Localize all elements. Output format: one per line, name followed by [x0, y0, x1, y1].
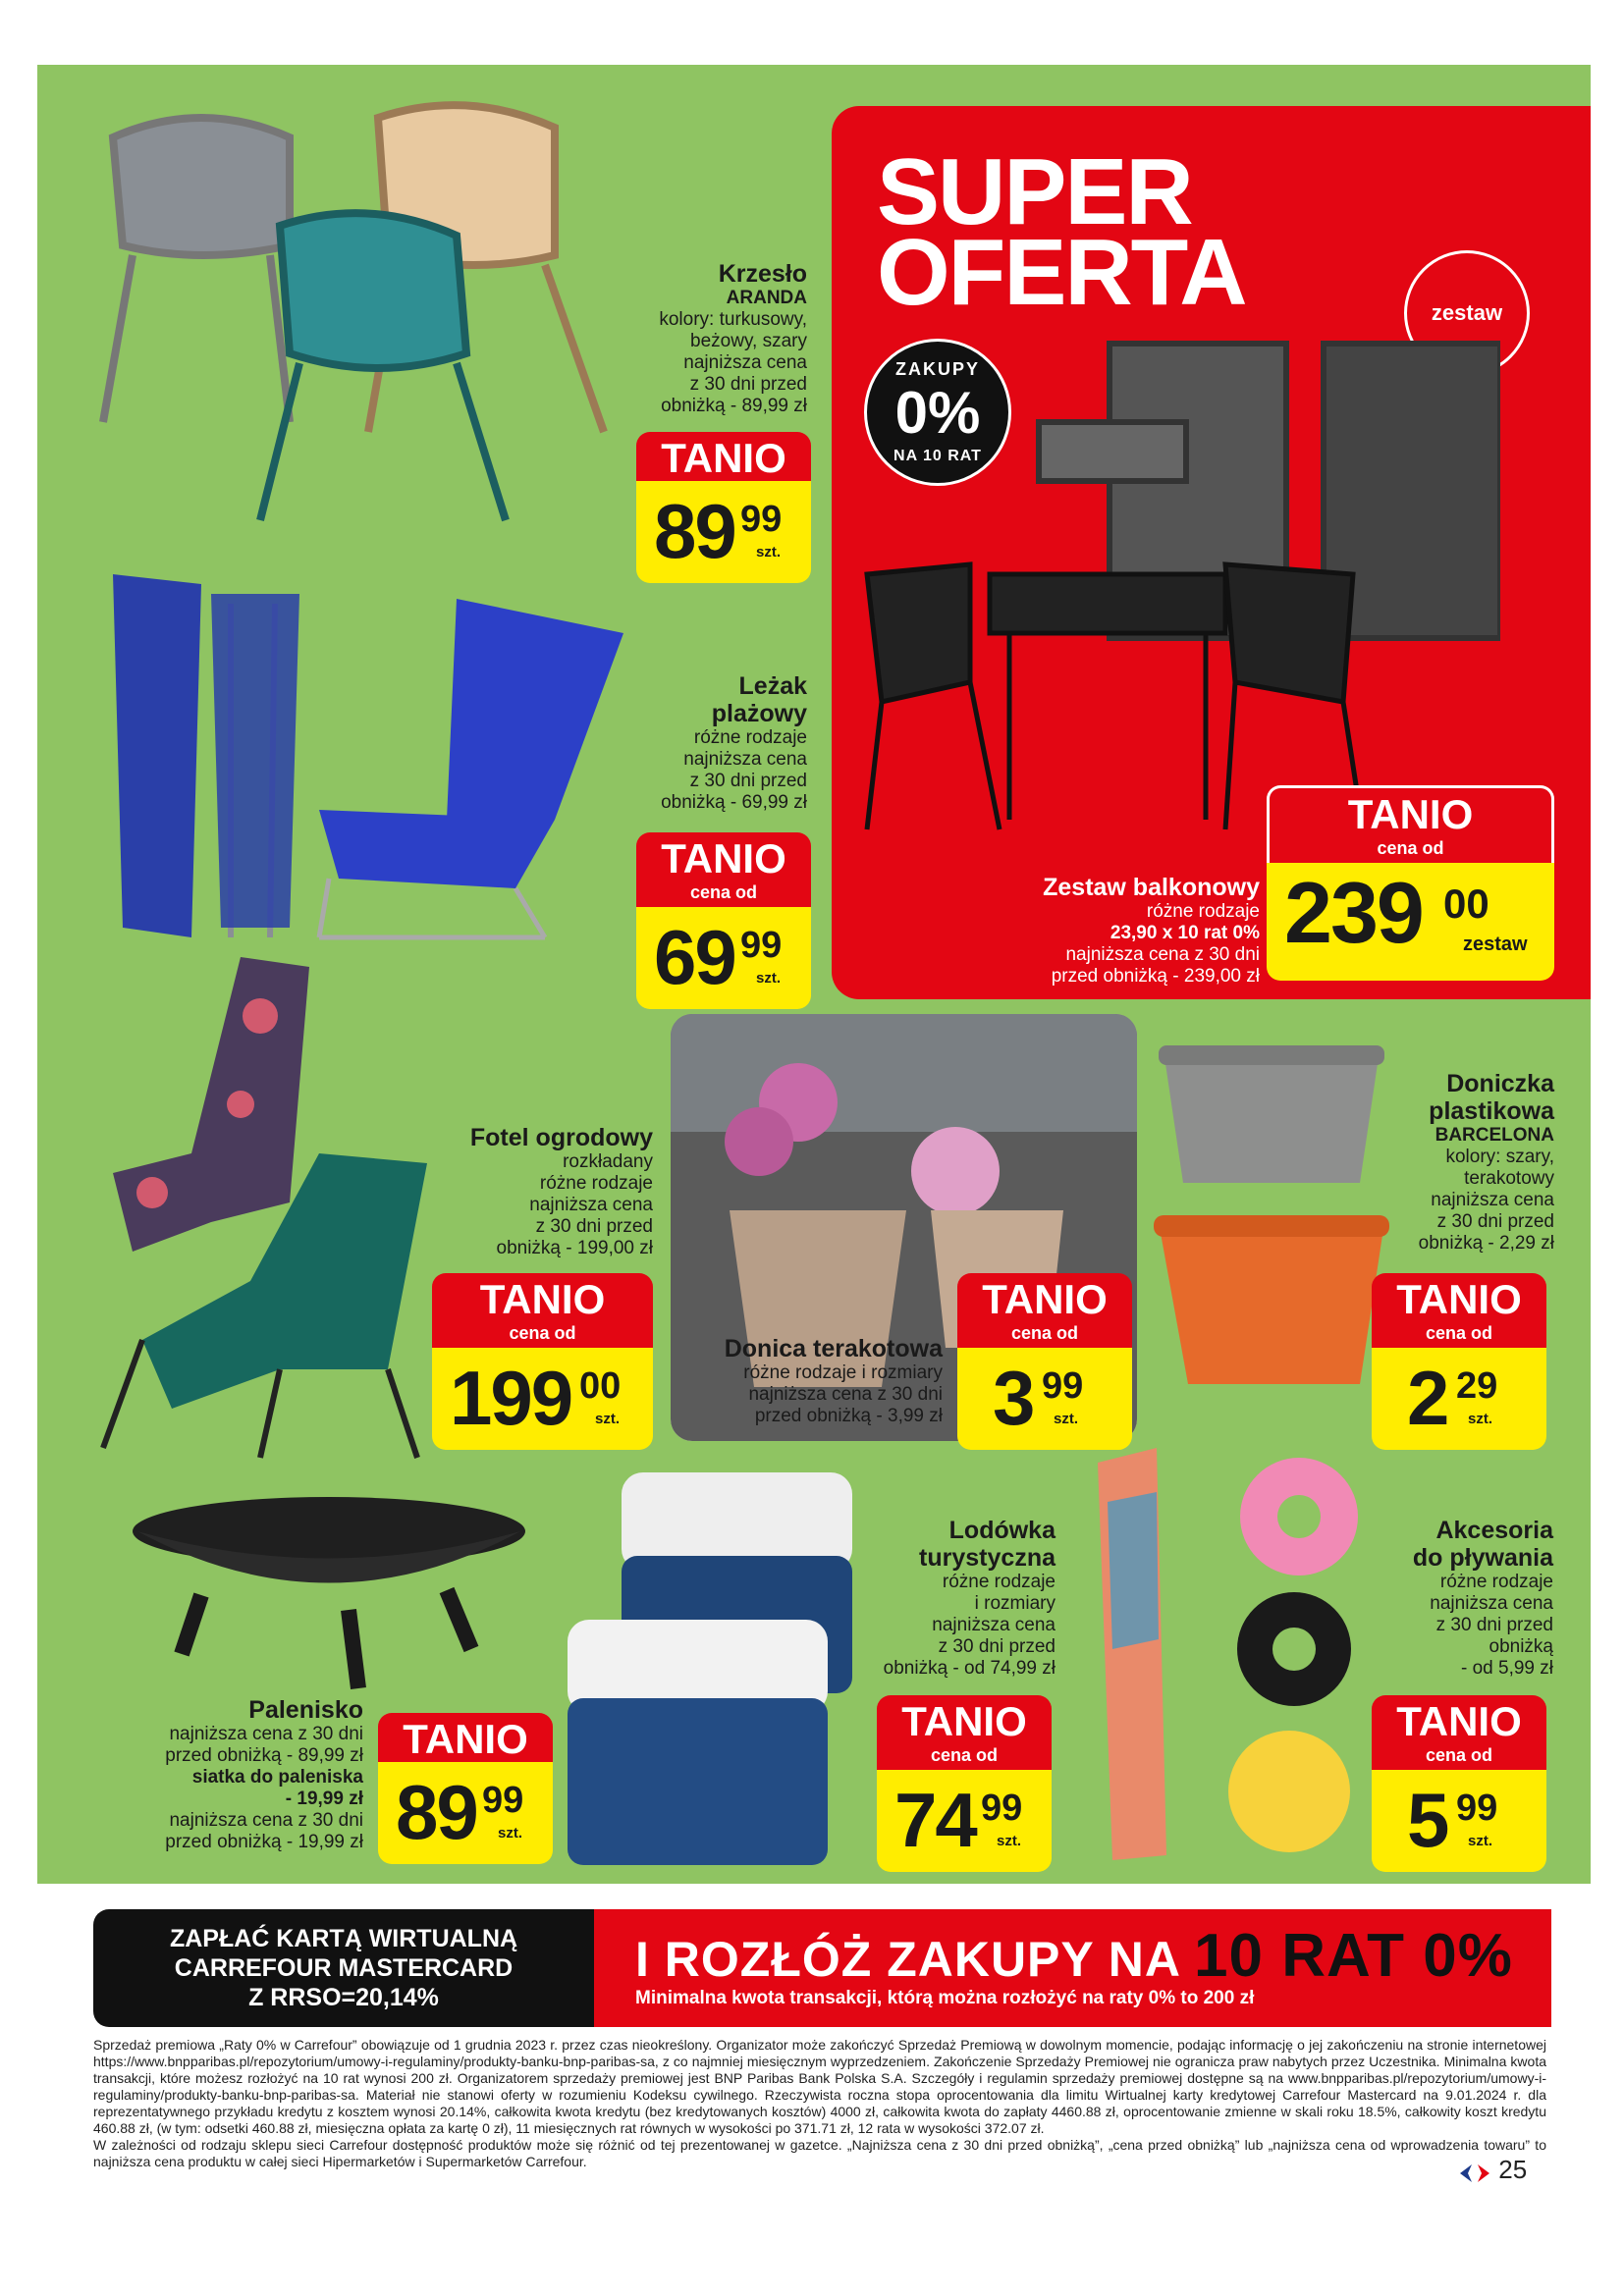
chair-line: z 30 dni przed: [689, 374, 807, 395]
chair-description: [550, 260, 807, 417]
garden-chair-line: różne rodzaje: [539, 1173, 653, 1194]
cooler-description: [844, 1517, 1056, 1680]
banner-left-line: Z RRSO=20,14%: [248, 1984, 439, 2011]
installment-banner: [93, 1909, 1551, 2027]
price-integer: 89: [396, 1769, 477, 1855]
price-unit: szt.: [1468, 1411, 1493, 1427]
fire-pit-line: najniższa cena z 30 dni: [169, 1810, 363, 1831]
swim-name: Akcesoria: [1435, 1517, 1553, 1544]
price-integer: 69: [654, 914, 735, 1000]
balcony-set-line: różne rodzaje: [1146, 901, 1260, 922]
fire-pit-line: przed obniżką - 19,99 zł: [165, 1832, 363, 1852]
tag-sub: cena od: [1425, 1745, 1493, 1765]
fire-pit-name: Palenisko: [248, 1696, 363, 1724]
cooler-price-tag: [877, 1695, 1052, 1872]
fire-pit-line: przed obniżką - 89,99 zł: [165, 1745, 363, 1766]
garden-chair-name: Fotel ogrodowy: [469, 1124, 653, 1151]
swim-name: do pływania: [1412, 1544, 1553, 1572]
chair-line: beżowy, szary: [690, 331, 807, 351]
price-decimal: 00: [1443, 881, 1489, 927]
plastic-pot-name: plastikowa: [1429, 1097, 1554, 1125]
price-unit: zestaw: [1463, 934, 1528, 955]
tag-label: TANIO: [982, 1276, 1108, 1322]
carrefour-logo-icon: [1458, 2161, 1491, 2182]
installments-headline: [635, 1921, 1513, 1991]
page-footer: [1458, 2155, 1527, 2185]
banner-subtext: Minimalna kwota transakcji, którą można rozłożyć na raty 0% to 200 zł: [635, 1988, 1255, 2008]
plastic-pot-price-tag: [1372, 1273, 1546, 1450]
legal-paragraph: Sprzedaż premiowa „Raty 0% w Carrefour” obowiązuje od 1 grudnia 2023 r. przez czas nieokreślony. Organizator może zakończyć Sprzedaż Premiową w dowolnym momencie, podając informację o jej zakończeniu na stronie internetowej https://www.bnpparibas.pl/repozytorium/umowy-i-regulaminy/produkty-banku-bnp-paribas-sa, z co najmniej miesięcznym wyprzedzeniem. Zakończenie Sprzedaży Premiowej nie ogranicza praw nabytych przez Uczestnika. Minimalna kwota transakcji, które możesz rozłożyć na 10 rat wynosi 200 zł. Organizatorem sprzedaży premiowej jest BNP Paribas Bank Polska S.A. Szczegóły i regulamin sprzedaży premiowej dostępne są na www.bnpparibas.pl/repozytorium/umowy-i-regulaminy/produkty-banku-bnp-paribas-sa. Materiał nie stanowi oferty w rozumieniu Kodeksu cywilnego. Rzeczywista roczna stopa oprocentowania dla limitu Wirtualnej karty kredytowej Carrefour Mastercard na 9.01.2024 r. dla reprezentatywnego przykładu kredytu z kosztem wynosi 20.14%, całkowita kwota kredytu (bez kredytowanych kosztów) 4000 zł, całkowita kwota do zapłaty 4460.88 zł, oprocentowanie zmienne w skali roku 18.5%, całkowity koszt kredytu 460.88 zł, (w tym: odsetki 460.88 zł, miesięczna opłata za kartę 0 zł), 11 miesięcznych rat równych w wysokości po 371.71 zł, 12 rata w wysokości 372.07 zł.: [93, 2037, 1546, 2136]
balcony-set-line: najniższa cena z 30 dni: [1065, 944, 1260, 965]
plastic-pot-line: kolory: szary,: [1445, 1147, 1554, 1167]
lounger-line: obniżką - 69,99 zł: [661, 792, 807, 813]
price-unit: szt.: [595, 1411, 621, 1427]
terracotta-pot-line: różne rodzaje i rozmiary: [743, 1362, 943, 1383]
cooler-image: [568, 1472, 882, 1870]
lounger-line: różne rodzaje: [693, 727, 807, 748]
cooler-line: najniższa cena: [932, 1615, 1056, 1635]
plastic-pot-line: terakotowy: [1464, 1168, 1554, 1189]
price-decimal: 99: [1042, 1365, 1084, 1407]
cooler-line: i rozmiary: [974, 1593, 1056, 1614]
price-integer: 74: [894, 1777, 976, 1863]
cooler-line: różne rodzaje: [942, 1572, 1056, 1592]
virtual-card-promo: [93, 1909, 594, 2027]
garden-chair-line: rozkładany: [563, 1151, 653, 1172]
swim-accessories-image: [1088, 1443, 1382, 1875]
badge-top: ZAKUPY: [894, 359, 980, 379]
balcony-set-description: [947, 874, 1260, 988]
price-decimal: 00: [579, 1365, 622, 1407]
balcony-set-line: 23,90 x 10 rat 0%: [1110, 923, 1260, 943]
lounger-name: Leżak: [738, 672, 807, 700]
price-unit: szt.: [1468, 1833, 1493, 1849]
price-integer: 2: [1407, 1355, 1448, 1441]
legal-paragraph: W zależności od rodzaju sklepu sieci Carrefour dostępność produktów może się różnić od tej prezentowanej w gazetce. „Najniższa cena z 30 dni przed obniżką”, „cena przed obniżką” lub „najniższa cena od wprowadzenia towaru” to najniższa cena produktu w całej sieci Hipermarketów i Supermarketów Carrefour.: [93, 2137, 1546, 2169]
cooler-name: turystyczna: [919, 1544, 1056, 1572]
tag-label: TANIO: [479, 1276, 606, 1322]
fire-pit-extra-price: - 19,99 zł: [285, 1789, 363, 1809]
price-decimal: 29: [1456, 1365, 1498, 1407]
terracotta-pot-price-tag: [957, 1273, 1132, 1450]
banner-main-text: I ROZŁÓŻ ZAKUPY NA: [635, 1932, 1180, 1987]
lounger-name: plażowy: [711, 700, 807, 727]
cooler-line: obniżką - od 74,99 zł: [883, 1658, 1056, 1679]
tag-sub: cena od: [930, 1745, 999, 1765]
lounger-image: [93, 564, 643, 957]
cooler-name: Lodówka: [948, 1517, 1056, 1544]
chair-model: ARANDA: [726, 288, 807, 308]
legal-notice: [93, 2037, 1546, 2170]
super-offer-title: [877, 139, 1246, 325]
plastic-pot-line: obniżką - 2,29 zł: [1418, 1233, 1554, 1254]
set-badge: zestaw: [1404, 250, 1530, 376]
banner-left-line: CARREFOUR MASTERCARD: [174, 1954, 514, 1982]
swim-accessories-description: [1350, 1517, 1553, 1680]
terracotta-pot-line: najniższa cena z 30 dni: [748, 1384, 943, 1405]
tag-sub: cena od: [1425, 1323, 1493, 1343]
fire-pit-image: [123, 1487, 535, 1693]
plastic-pot-line: najniższa cena: [1431, 1190, 1554, 1210]
lounger-line: z 30 dni przed: [689, 771, 807, 791]
tag-sub: cena od: [1010, 1323, 1079, 1343]
lounger-line: najniższa cena: [683, 749, 807, 770]
terracotta-pot-line: przed obniżką - 3,99 zł: [754, 1406, 943, 1426]
price-unit: szt.: [498, 1825, 523, 1842]
tag-label: TANIO: [901, 1698, 1027, 1744]
price-decimal: 99: [740, 925, 783, 966]
garden-chair-line: najniższa cena: [529, 1195, 653, 1215]
price-integer: 89: [654, 488, 735, 574]
swim-line: różne rodzaje: [1439, 1572, 1553, 1592]
chair-line: obniżką - 89,99 zł: [661, 396, 807, 416]
balcony-set-price-tag: [1267, 785, 1554, 981]
banner-left-line: ZAPŁAĆ KARTĄ WIRTUALNĄ: [169, 1925, 518, 1952]
chair-line: kolory: turkusowy,: [659, 309, 807, 330]
swim-line: - od 5,99 zł: [1461, 1658, 1553, 1679]
price-integer: 239: [1284, 864, 1423, 961]
garden-chair-line: obniżką - 199,00 zł: [496, 1238, 653, 1258]
swim-line: z 30 dni przed: [1435, 1615, 1553, 1635]
tag-label: TANIO: [1396, 1276, 1522, 1322]
swim-line: obniżką: [1489, 1636, 1553, 1657]
price-decimal: 99: [740, 499, 783, 540]
tag-label: TANIO: [403, 1716, 528, 1762]
badge-bottom: NA 10 RAT: [893, 448, 982, 464]
garden-chair-line: z 30 dni przed: [535, 1216, 653, 1237]
chair-name: Krzesło: [718, 260, 807, 288]
garden-chair-image: [93, 957, 466, 1468]
balcony-set-line: przed obniżką - 239,00 zł: [1051, 966, 1260, 987]
price-unit: szt.: [756, 970, 782, 987]
price-unit: szt.: [756, 544, 782, 561]
chair-line: najniższa cena: [683, 352, 807, 373]
tag-sub: cena od: [689, 882, 758, 902]
page-number: 25: [1498, 2155, 1528, 2184]
fire-pit-description: [93, 1696, 363, 1853]
swim-line: najniższa cena: [1430, 1593, 1553, 1614]
garden-chair-price-tag: [432, 1273, 653, 1450]
garden-chair-description: [432, 1124, 653, 1259]
price-unit: szt.: [997, 1833, 1022, 1849]
fire-pit-line: najniższa cena z 30 dni: [169, 1724, 363, 1744]
banner-highlight: 10 RAT 0%: [1194, 1922, 1513, 1990]
fire-pit-price-tag: [378, 1713, 553, 1864]
price-unit: szt.: [1054, 1411, 1079, 1427]
tag-label: TANIO: [661, 435, 786, 481]
price-integer: 3: [993, 1355, 1034, 1441]
badge-value: 0%: [894, 380, 981, 446]
lounger-description: [589, 672, 807, 814]
terracotta-pot-description: [687, 1335, 943, 1427]
balcony-set-image: [862, 329, 1500, 839]
tag-label: TANIO: [1396, 1698, 1522, 1744]
fire-pit-extra: siatka do paleniska: [191, 1767, 363, 1788]
price-decimal: 99: [482, 1780, 524, 1821]
installments-promo: [594, 1909, 1551, 2027]
lounger-price-tag: [636, 832, 811, 1009]
plastic-pot-name: Doniczka: [1446, 1070, 1554, 1097]
cooler-line: z 30 dni przed: [938, 1636, 1056, 1657]
super-title-line: OFERTA: [877, 220, 1246, 325]
price-integer: 5: [1407, 1777, 1448, 1863]
plastic-pot-model: BARCELONA: [1435, 1125, 1554, 1146]
chair-price-tag: [636, 432, 811, 583]
price-decimal: 99: [1456, 1788, 1498, 1829]
plastic-pot-line: z 30 dni przed: [1436, 1211, 1554, 1232]
swim-price-tag: [1372, 1695, 1546, 1872]
tag-sub: cena od: [509, 1323, 576, 1343]
tag-label: TANIO: [661, 835, 786, 881]
tag-label: TANIO: [1347, 791, 1474, 837]
plastic-pot-description: [1301, 1070, 1554, 1255]
tag-sub: cena od: [1377, 838, 1444, 858]
price-decimal: 99: [981, 1788, 1023, 1829]
balcony-set-name: Zestaw balkonowy: [1043, 874, 1260, 901]
price-integer: 199: [450, 1355, 572, 1441]
terracotta-pot-name: Donica terakotowa: [724, 1335, 943, 1362]
super-title-line: SUPER: [877, 139, 1192, 244]
